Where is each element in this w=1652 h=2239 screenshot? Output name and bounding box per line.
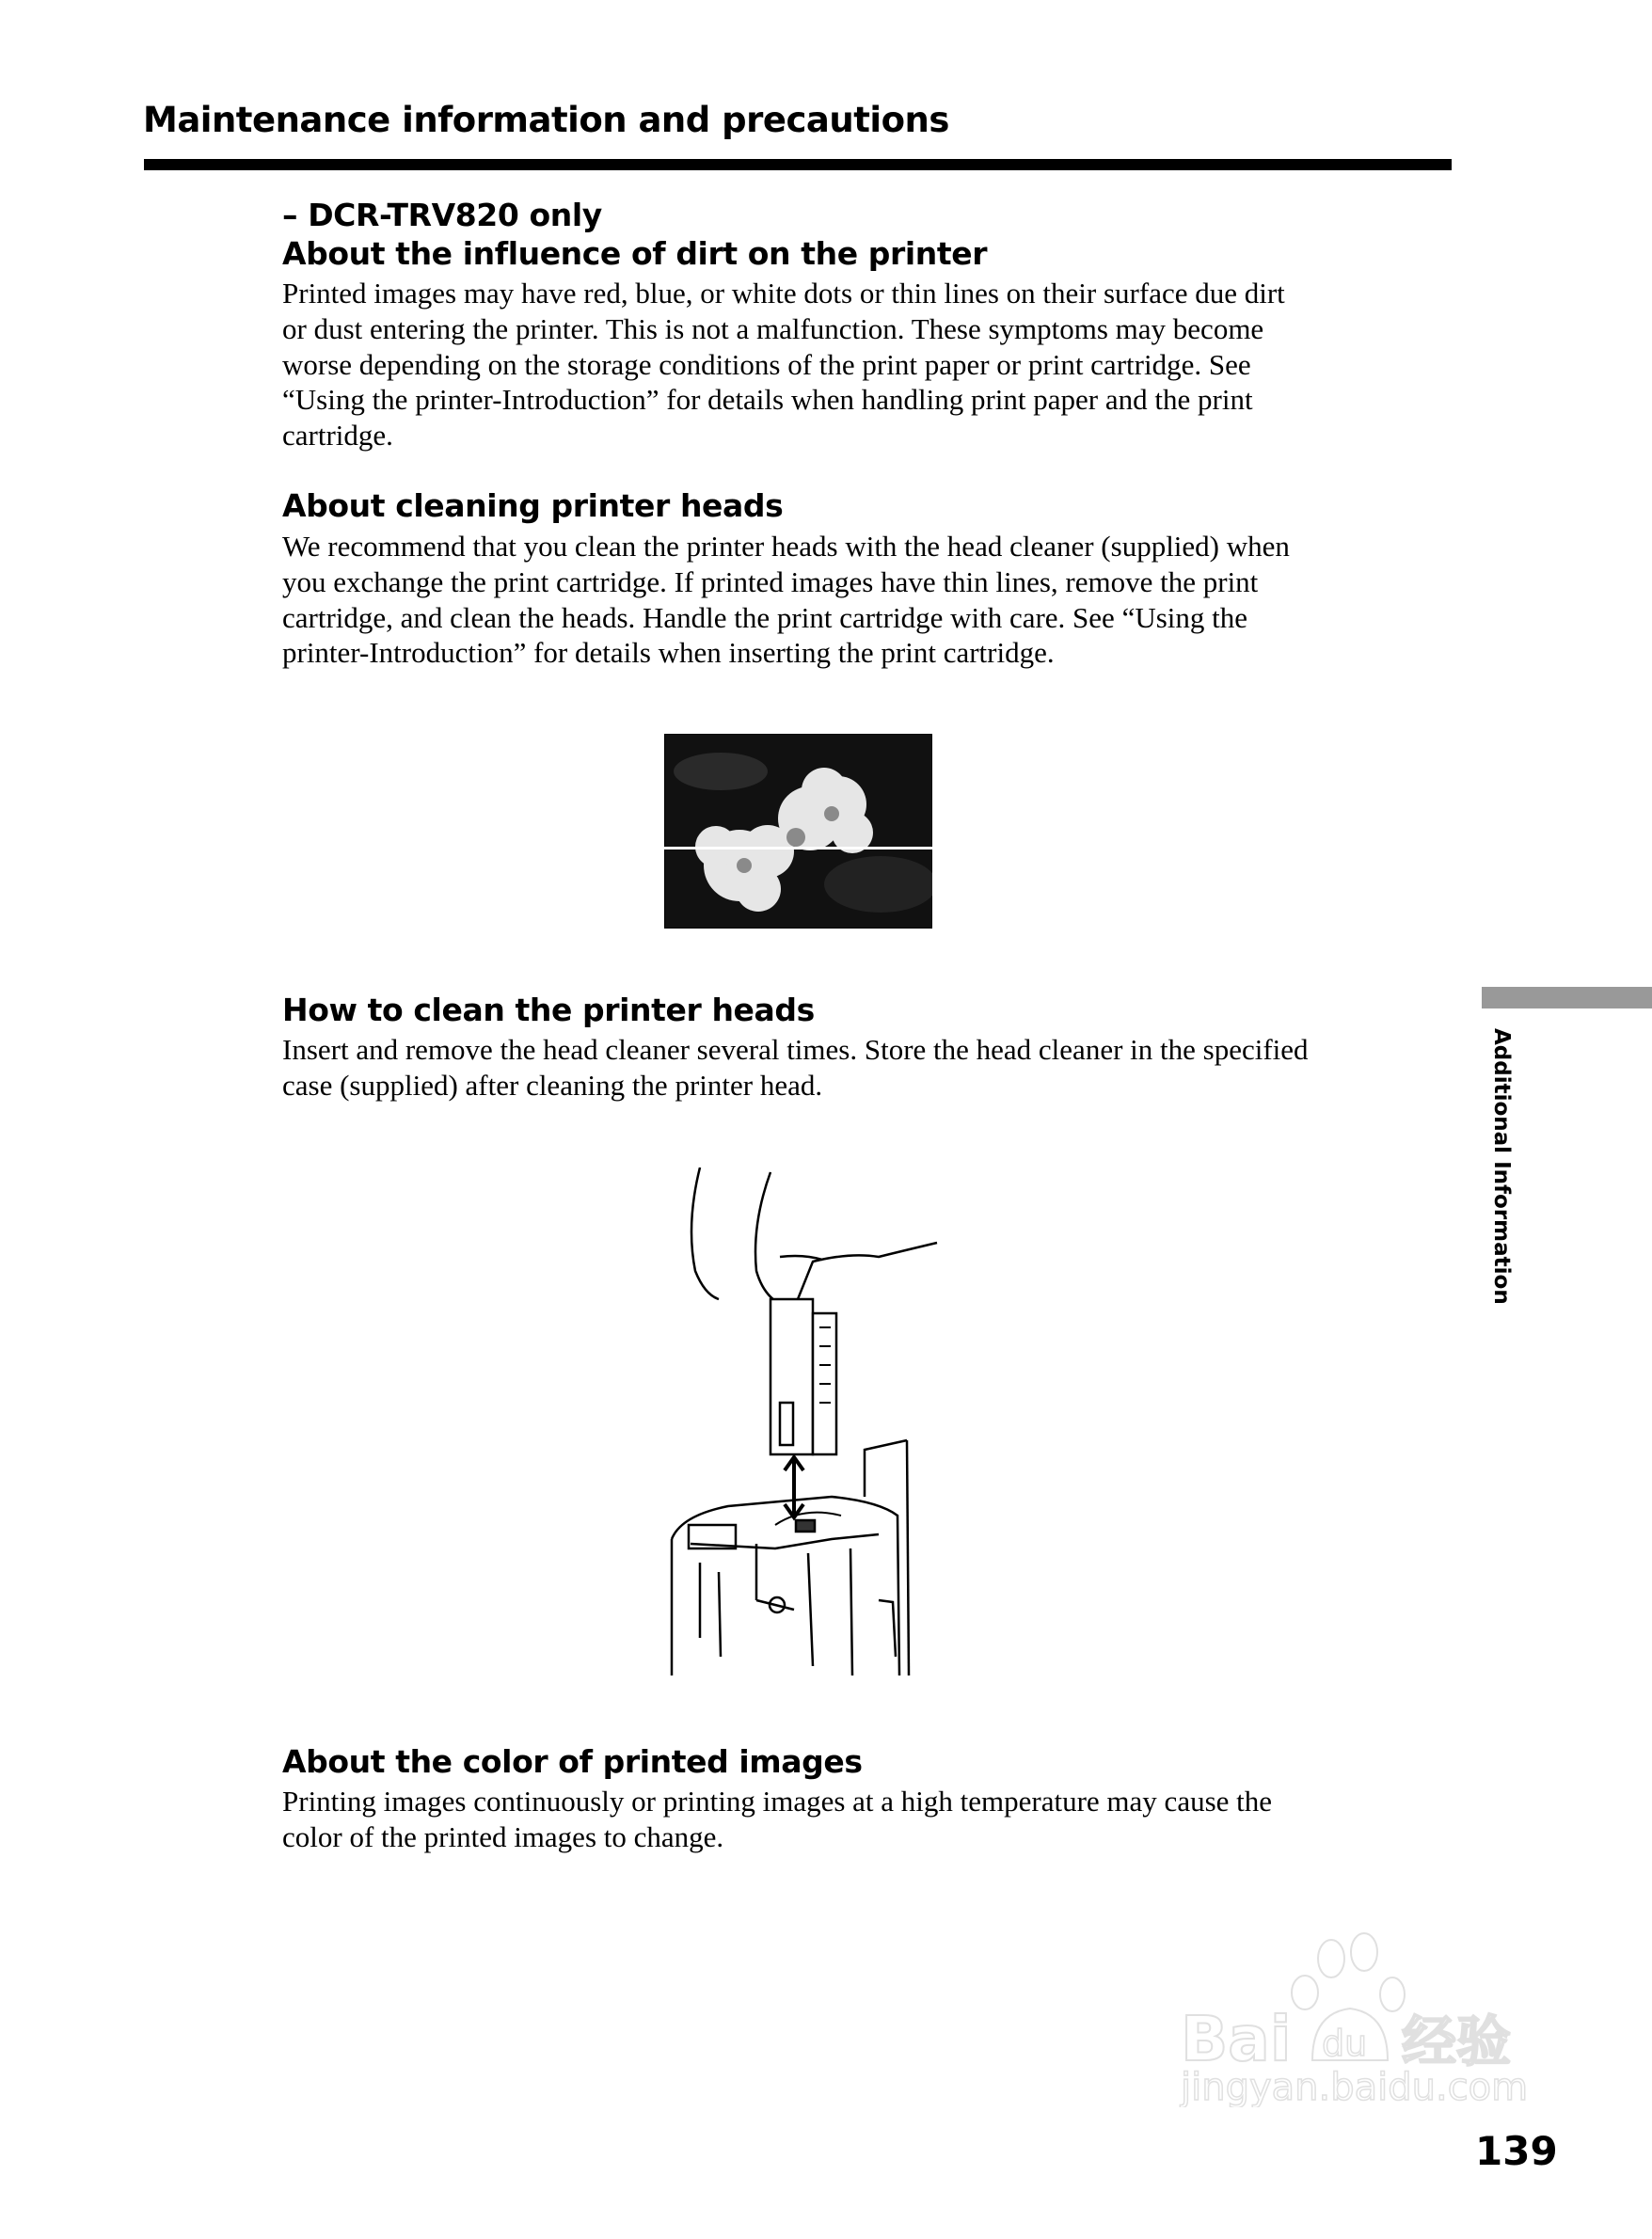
section-tab-marker [1482,987,1652,1008]
svg-text:Bai: Bai [1181,2003,1292,2075]
section-tab-label [1482,1028,1514,1320]
section-body-dirt [282,276,1468,453]
svg-text:du: du [1322,2023,1368,2064]
head-cleaner-illustration [662,1167,945,1685]
body-line: cartridge, and clean the heads. Handle the print cartridge with care. See “Using the [282,600,1248,634]
section-body-how-to-clean [282,1032,1468,1104]
title-rule [144,159,1452,170]
model-note: – DCR-TRV820 only [282,197,602,233]
body-line: printer-Introduction” for details when inserting the print cartridge. [282,636,1055,670]
body-line: worse depending on the storage conditions of the print paper or print cartridge. See [282,347,1251,381]
section-body-cleaning [282,529,1468,671]
body-line: cartridge. [282,419,393,453]
body-line: Printing images continuously or printing images at a high temperature may cause the [282,1785,1273,1818]
body-line: you exchange the print cartridge. If printed images have thin lines, remove the print [282,564,1259,598]
page-title: Maintenance information and precautions [143,100,949,140]
section-heading-color: About the color of printed images [282,1743,863,1780]
section-heading-dirt: About the influence of dirt on the printer [282,235,988,272]
section-heading-cleaning: About cleaning printer heads [282,487,784,524]
body-line: “Using the printer-Introduction” for details when handling print paper and the print [282,383,1253,417]
body-line: case (supplied) after cleaning the printer head. [282,1068,823,1102]
svg-text:jingyan.baidu.com: jingyan.baidu.com [1181,2066,1529,2107]
body-line: or dust entering the printer. This is not a malfunction. These symptoms may become [282,311,1264,345]
baidu-watermark-logo [1171,1891,1566,2107]
printed-image-example-photo [664,734,932,929]
section-body-color [282,1784,1468,1855]
page-number: 139 [1475,2128,1558,2174]
svg-text:经验: 经验 [1402,2009,1512,2073]
section-tab-text: Additional Information [1489,1028,1514,1305]
body-line: color of the printed images to change. [282,1819,724,1853]
section-heading-how-to-clean: How to clean the printer heads [282,992,815,1028]
thin-line-defect [664,847,932,850]
body-line: Insert and remove the head cleaner several times. Store the head cleaner in the specified [282,1033,1309,1066]
body-line: Printed images may have red, blue, or white dots or thin lines on their surface due dirt [282,277,1285,310]
body-line: We recommend that you clean the printer heads with the head cleaner (supplied) when [282,530,1290,563]
